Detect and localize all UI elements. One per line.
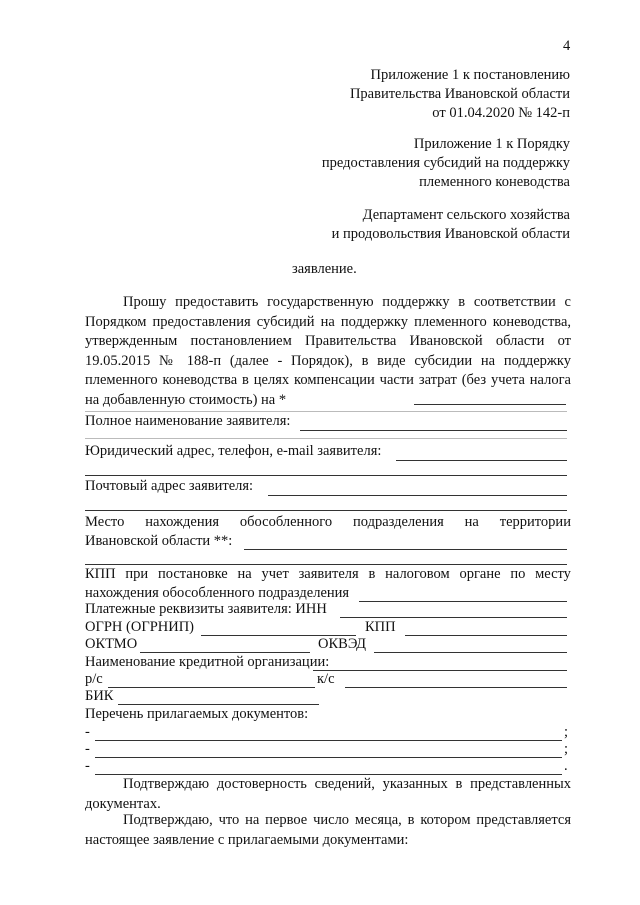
word: по (510, 566, 526, 582)
kpp-label (85, 566, 571, 583)
inn-field[interactable] (340, 617, 567, 618)
list-end: ; (564, 724, 569, 740)
header-line: Приложение 1 к Порядку (413, 136, 570, 152)
page-number: 4 (563, 38, 571, 54)
legal-address-field-2[interactable] (85, 475, 567, 476)
word: нахождения (145, 514, 220, 530)
intro-paragraph (85, 293, 571, 410)
legal-address-field[interactable] (396, 460, 567, 461)
separator-line (85, 438, 567, 439)
branch-label (85, 514, 571, 531)
postal-address-label: Почтовый адрес заявителя: (85, 478, 254, 494)
ogrn-label: ОГРН (ОГРНИП) (85, 619, 195, 635)
word: месту (535, 566, 571, 582)
doc-field-1[interactable] (95, 740, 562, 741)
confirm-text-2: Подтверждаю, что на первое число месяца, в котором представляется настоящее заявление с прилагаемыми документами: (85, 812, 571, 848)
legal-address-label: Юридический адрес, телефон, e-mail заявителя: (85, 443, 382, 459)
recipient-line: и продовольствия Ивановской области (331, 226, 570, 242)
ks-field[interactable] (345, 687, 567, 688)
kpp-branch-field[interactable] (359, 601, 567, 602)
word: подразделения (353, 514, 444, 530)
confirm-paragraph-1 (85, 775, 571, 814)
header-line: от 01.04.2020 № 142-п (432, 105, 570, 121)
document-title: заявление. (292, 261, 357, 277)
separator-line (85, 411, 567, 412)
word: при (125, 566, 149, 582)
full-name-label: Полное наименование заявителя: (85, 413, 291, 429)
postal-address-field-2[interactable] (85, 510, 567, 511)
word: на (464, 514, 479, 530)
list-dash: - (85, 758, 90, 774)
word: Место (85, 514, 125, 530)
rs-field[interactable] (108, 687, 315, 688)
oktmo-field[interactable] (140, 652, 310, 653)
header-line: Правительства Ивановской области (349, 86, 570, 102)
word: заявителя (298, 566, 359, 582)
recipient-line: Департамент сельского хозяйства (362, 207, 570, 223)
full-name-field[interactable] (300, 430, 567, 431)
word: обособленного (239, 514, 333, 530)
branch-field-2[interactable] (85, 564, 567, 565)
list-dash: - (85, 724, 90, 740)
kpp-label-2: нахождения обособленного подразделения (85, 585, 350, 601)
oktmo-label: ОКТМО (85, 636, 138, 652)
confirm-text-1: Подтверждаю достоверность сведений, указанных в представленных документах. (85, 776, 571, 812)
okved-label: ОКВЭД (318, 636, 367, 652)
kpp-field[interactable] (405, 635, 567, 636)
header-line: предоставления субсидий на поддержку (321, 155, 570, 171)
word: органе (459, 566, 501, 582)
branch-field[interactable] (244, 549, 567, 550)
bank-field[interactable] (313, 670, 567, 671)
inn-label: Платежные реквизиты заявителя: ИНН (85, 601, 327, 617)
okved-field[interactable] (374, 652, 567, 653)
word: в (368, 566, 376, 582)
list-dash: - (85, 741, 90, 757)
bik-field[interactable] (118, 704, 319, 705)
word: территории (499, 514, 571, 530)
doc-field-2[interactable] (95, 757, 562, 758)
ks-label: к/с (317, 671, 335, 687)
word: КПП (85, 566, 116, 582)
word: постановке (157, 566, 228, 582)
amount-field-line[interactable] (414, 404, 566, 405)
postal-address-field[interactable] (268, 495, 567, 496)
bank-label: Наименование кредитной организации: (85, 654, 330, 670)
list-end: . (564, 758, 568, 774)
bik-label: БИК (85, 688, 114, 704)
rs-label: р/с (85, 671, 103, 687)
confirm-paragraph-2 (85, 811, 571, 850)
word: учет (261, 566, 289, 582)
branch-label-2: Ивановской области **: (85, 533, 233, 549)
list-end: ; (564, 741, 569, 757)
header-line: племенного коневодства (419, 174, 570, 190)
word: налоговом (385, 566, 450, 582)
header-line: Приложение 1 к постановлению (370, 67, 570, 83)
intro-text: Прошу предоставить государственную поддержку в соответствии с Порядком предоставления субсидий на поддержку племенного коневодства, утвержденным постановлением Правительства Ивановской области от 19.05.2015 № 188-п (далее - Порядок), в виде субсидии на поддержку племенного коневодства в целях компенсации части затрат (без учета налога на добавленную стоимость) на * (85, 294, 571, 408)
docs-list-label: Перечень прилагаемых документов: (85, 706, 309, 722)
kpp-short-label: КПП (365, 619, 396, 635)
word: на (237, 566, 252, 582)
